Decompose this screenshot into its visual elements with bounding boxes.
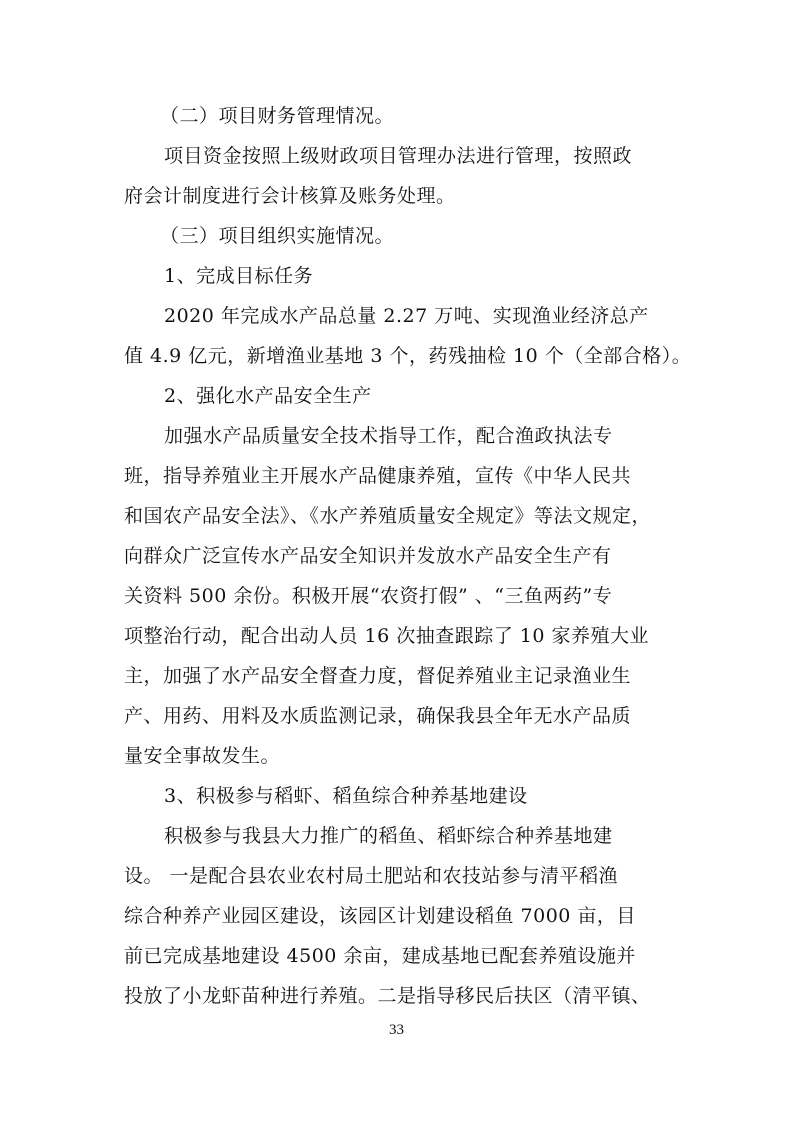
text-line: 2020 年完成水产品总量 2.27 万吨、实现渔业经济总产: [164, 305, 649, 327]
text-line: 项目资金按照上级财政项目管理办法进行管理，按照政: [164, 145, 633, 167]
text-line: 综合种养产业园区建设，该园区计划建设稻鱼 7000 亩，目: [124, 905, 636, 927]
text-line: 2、强化水产品安全生产: [164, 385, 372, 407]
text-line: 3、积极参与稻虾、稻鱼综合种养基地建设: [164, 785, 528, 807]
page-number: 33: [389, 1022, 404, 1038]
text-line: 项整治行动，配合出动人员 16 次抽查跟踪了 10 家养殖大业: [124, 625, 650, 647]
text-line: 积极参与我县大力推广的稻鱼、稻虾综合种养基地建: [164, 825, 613, 847]
text-line: 主，加强了水产品安全督查力度，督促养殖业主记录渔业生: [124, 665, 632, 687]
text-line: 设。 一是配合县农业农村局土肥站和农技站参与清平稻渔: [124, 865, 619, 887]
text-line: 产、用药、用料及水质监测记录，确保我县全年无水产品质: [124, 705, 632, 727]
text-line: 府会计制度进行会计核算及账务处理。: [124, 185, 456, 207]
text-line: 1、完成目标任务: [164, 265, 314, 287]
text-line: 和国农产品安全法》、《水产养殖质量安全规定》等法文规定，: [124, 505, 652, 527]
text-line: 投放了小龙虾苗种进行养殖。二是指导移民后扶区（清平镇、: [124, 985, 651, 1007]
text-line: 量安全事故发生。: [124, 745, 281, 767]
text-line: 班，指导养殖业主开展水产品健康养殖，宣传《中华人民共: [124, 465, 632, 487]
text-line: 关资料 500 余份。积极开展“农资打假” 、“三鱼两药”专: [124, 585, 613, 607]
text-line: 值 4.9 亿元，新增渔业基地 3 个，药残抽检 10 个（全部合格）。: [124, 345, 692, 367]
text-line: 向群众广泛宣传水产品安全知识并发放水产品安全生产有: [124, 545, 612, 567]
text-line: 前已完成基地建设 4500 余亩，建成基地已配套养殖设施并: [124, 945, 636, 967]
section-heading: （三）项目组织实施情况。: [160, 225, 395, 247]
section-heading: （二）项目财务管理情况。: [160, 105, 395, 127]
document-body: [124, 96, 692, 1016]
text-line: 加强水产品质量安全技术指导工作，配合渔政执法专: [164, 425, 613, 447]
